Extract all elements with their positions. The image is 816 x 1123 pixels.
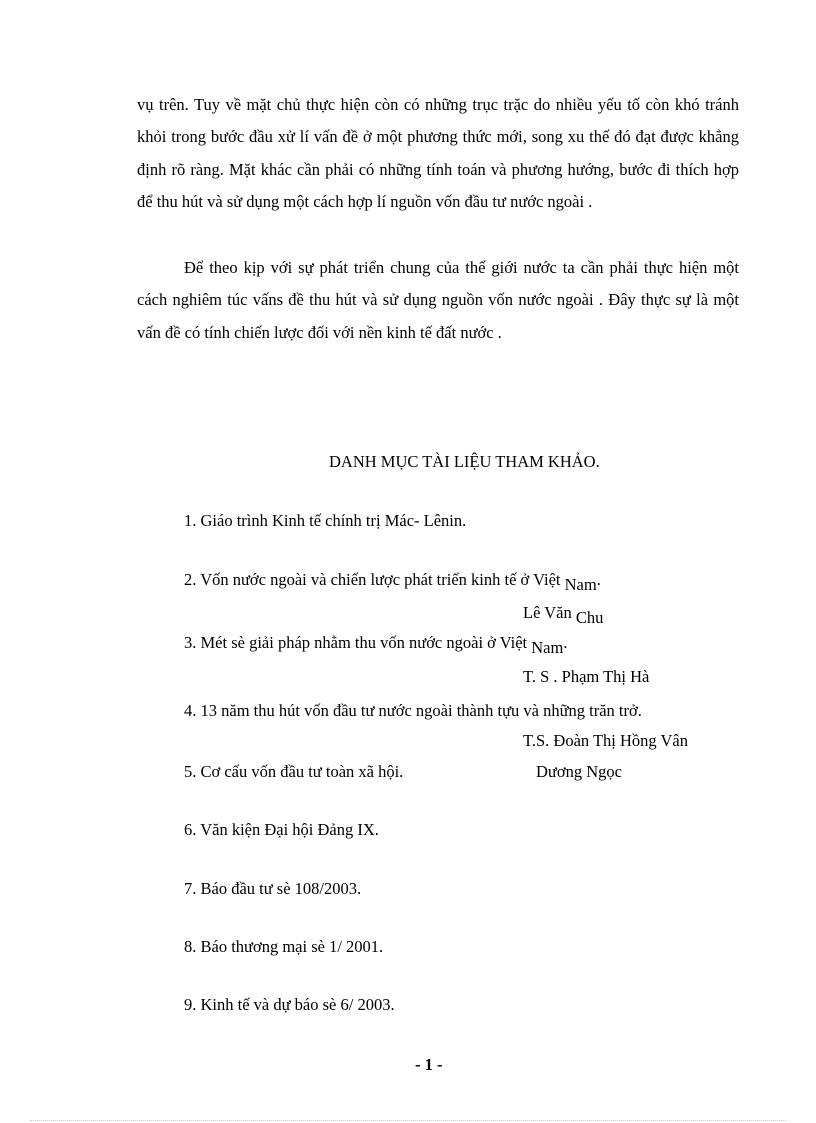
reference-author-tail: Chu	[575, 608, 604, 627]
reference-item: 3. Mét sè giải pháp nhằm thu vốn nước ngoài ở Việt Nam.	[184, 633, 568, 657]
reference-item: 5. Cơ cấu vốn đầu tư toàn xã hội.	[184, 762, 404, 781]
reference-author: Dương Ngọc	[536, 762, 622, 781]
references-heading: DANH MỤC TÀI LIỆU THAM KHẢO.	[329, 452, 600, 471]
reference-item: 6. Văn kiện Đại hội Đảng IX.	[184, 820, 379, 839]
reference-item: 7. Báo đầu tư sè 108/2003.	[184, 879, 362, 898]
reference-item: 9. Kinh tế và dự báo sè 6/ 2003.	[184, 995, 395, 1014]
footer-divider	[30, 1120, 786, 1121]
page-number: - 1 -	[415, 1055, 443, 1074]
reference-item: 4. 13 năm thu hút vốn đầu tư nước ngoài thành tựu và những trăn trở.	[184, 701, 642, 720]
reference-item: 2. Vốn nước ngoài và chiến lược phát triển kinh tế ở Việt Nam.	[184, 570, 601, 594]
reference-tail: Nam	[564, 575, 597, 594]
reference-item: 8. Báo thương mại sè 1/ 2001.	[184, 937, 384, 956]
reference-author: T. S . Phạm Thị Hà	[523, 667, 650, 686]
reference-tail: Nam	[531, 638, 564, 657]
body-paragraph: Để theo kịp với sự phát triển chung của thế giới nước ta cần phải thực hiện một cách nghiêm túc vấns đề thu hút và sử dụng nguồn vốn nước ngoài . Đây thực sự là một vấn đề có tính chiến lược đối với nền kinh tế đất nước .	[137, 258, 739, 342]
reference-author: Lê Văn Chu	[523, 603, 604, 627]
body-paragraph: vụ trên. Tuy về mặt chủ thực hiện còn có những trục trặc do nhiều yếu tố còn khó tránh khỏi trong bước đầu xử lí vấn đề ở một phương thức mới, song xu thế đó đạt được khẳng định rõ ràng. Mặt khác cần phải có những tính toán và phương hướng, bước đi thích hợp để thu hút và sử dụng một cách hợp lí nguồn vốn đầu tư nước ngoài .	[137, 95, 739, 212]
reference-author: T.S. Đoàn Thị Hồng Vân	[523, 731, 688, 750]
reference-item: 1. Giáo trình Kinh tế chính trị Mác- Lênin.	[184, 511, 467, 530]
